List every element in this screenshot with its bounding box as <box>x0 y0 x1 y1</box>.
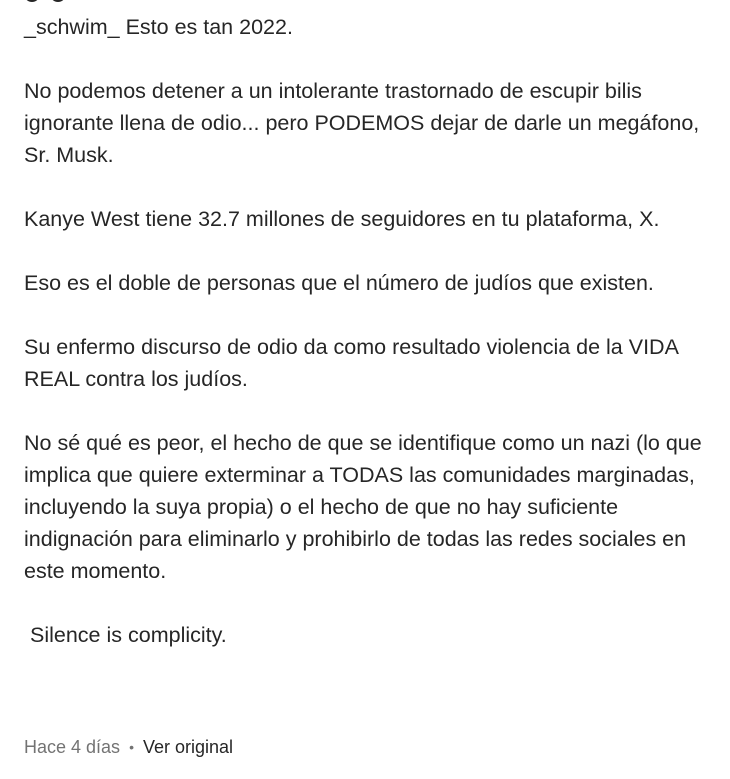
comment-body <box>24 11 714 651</box>
comment-meta <box>24 734 233 760</box>
clipped-icon <box>24 0 40 2</box>
comment-paragraph: Kanye West tiene 32.7 millones de seguidores en tu plataforma, X. <box>24 207 660 231</box>
comment-paragraph: Su enfermo discurso de odio da como resultado violencia de la VIDA REAL contra los judíos. <box>24 335 678 391</box>
comment-paragraph: No podemos detener a un intolerante trastornado de escupir bilis ignorante llena de odio... pero PODEMOS dejar de darle un megáfono, Sr. Musk. <box>24 79 700 167</box>
comment-text: Esto es tan 2022. <box>125 15 293 39</box>
view-original-link[interactable]: Ver original <box>142 737 234 757</box>
comment-first-line <box>24 11 714 43</box>
clipped-icon <box>50 0 66 2</box>
comment-timestamp: Hace 4 días <box>24 737 121 757</box>
comment-paragraph: Silence is complicity. <box>30 623 227 647</box>
meta-separator: • <box>129 739 134 755</box>
comment-paragraph: No sé qué es peor, el hecho de que se identifique como un nazi (lo que implica que quiere exterminar a TODAS las comunidades marginadas, incluyendo la suya propia) o el hecho de que no hay suficiente indignación para eliminarlo y prohibirlo de todas las redes sociales en este momento. <box>24 431 702 583</box>
comment-username[interactable]: _schwim_ <box>24 15 120 39</box>
comment-paragraph: Eso es el doble de personas que el número de judíos que existen. <box>24 271 654 295</box>
